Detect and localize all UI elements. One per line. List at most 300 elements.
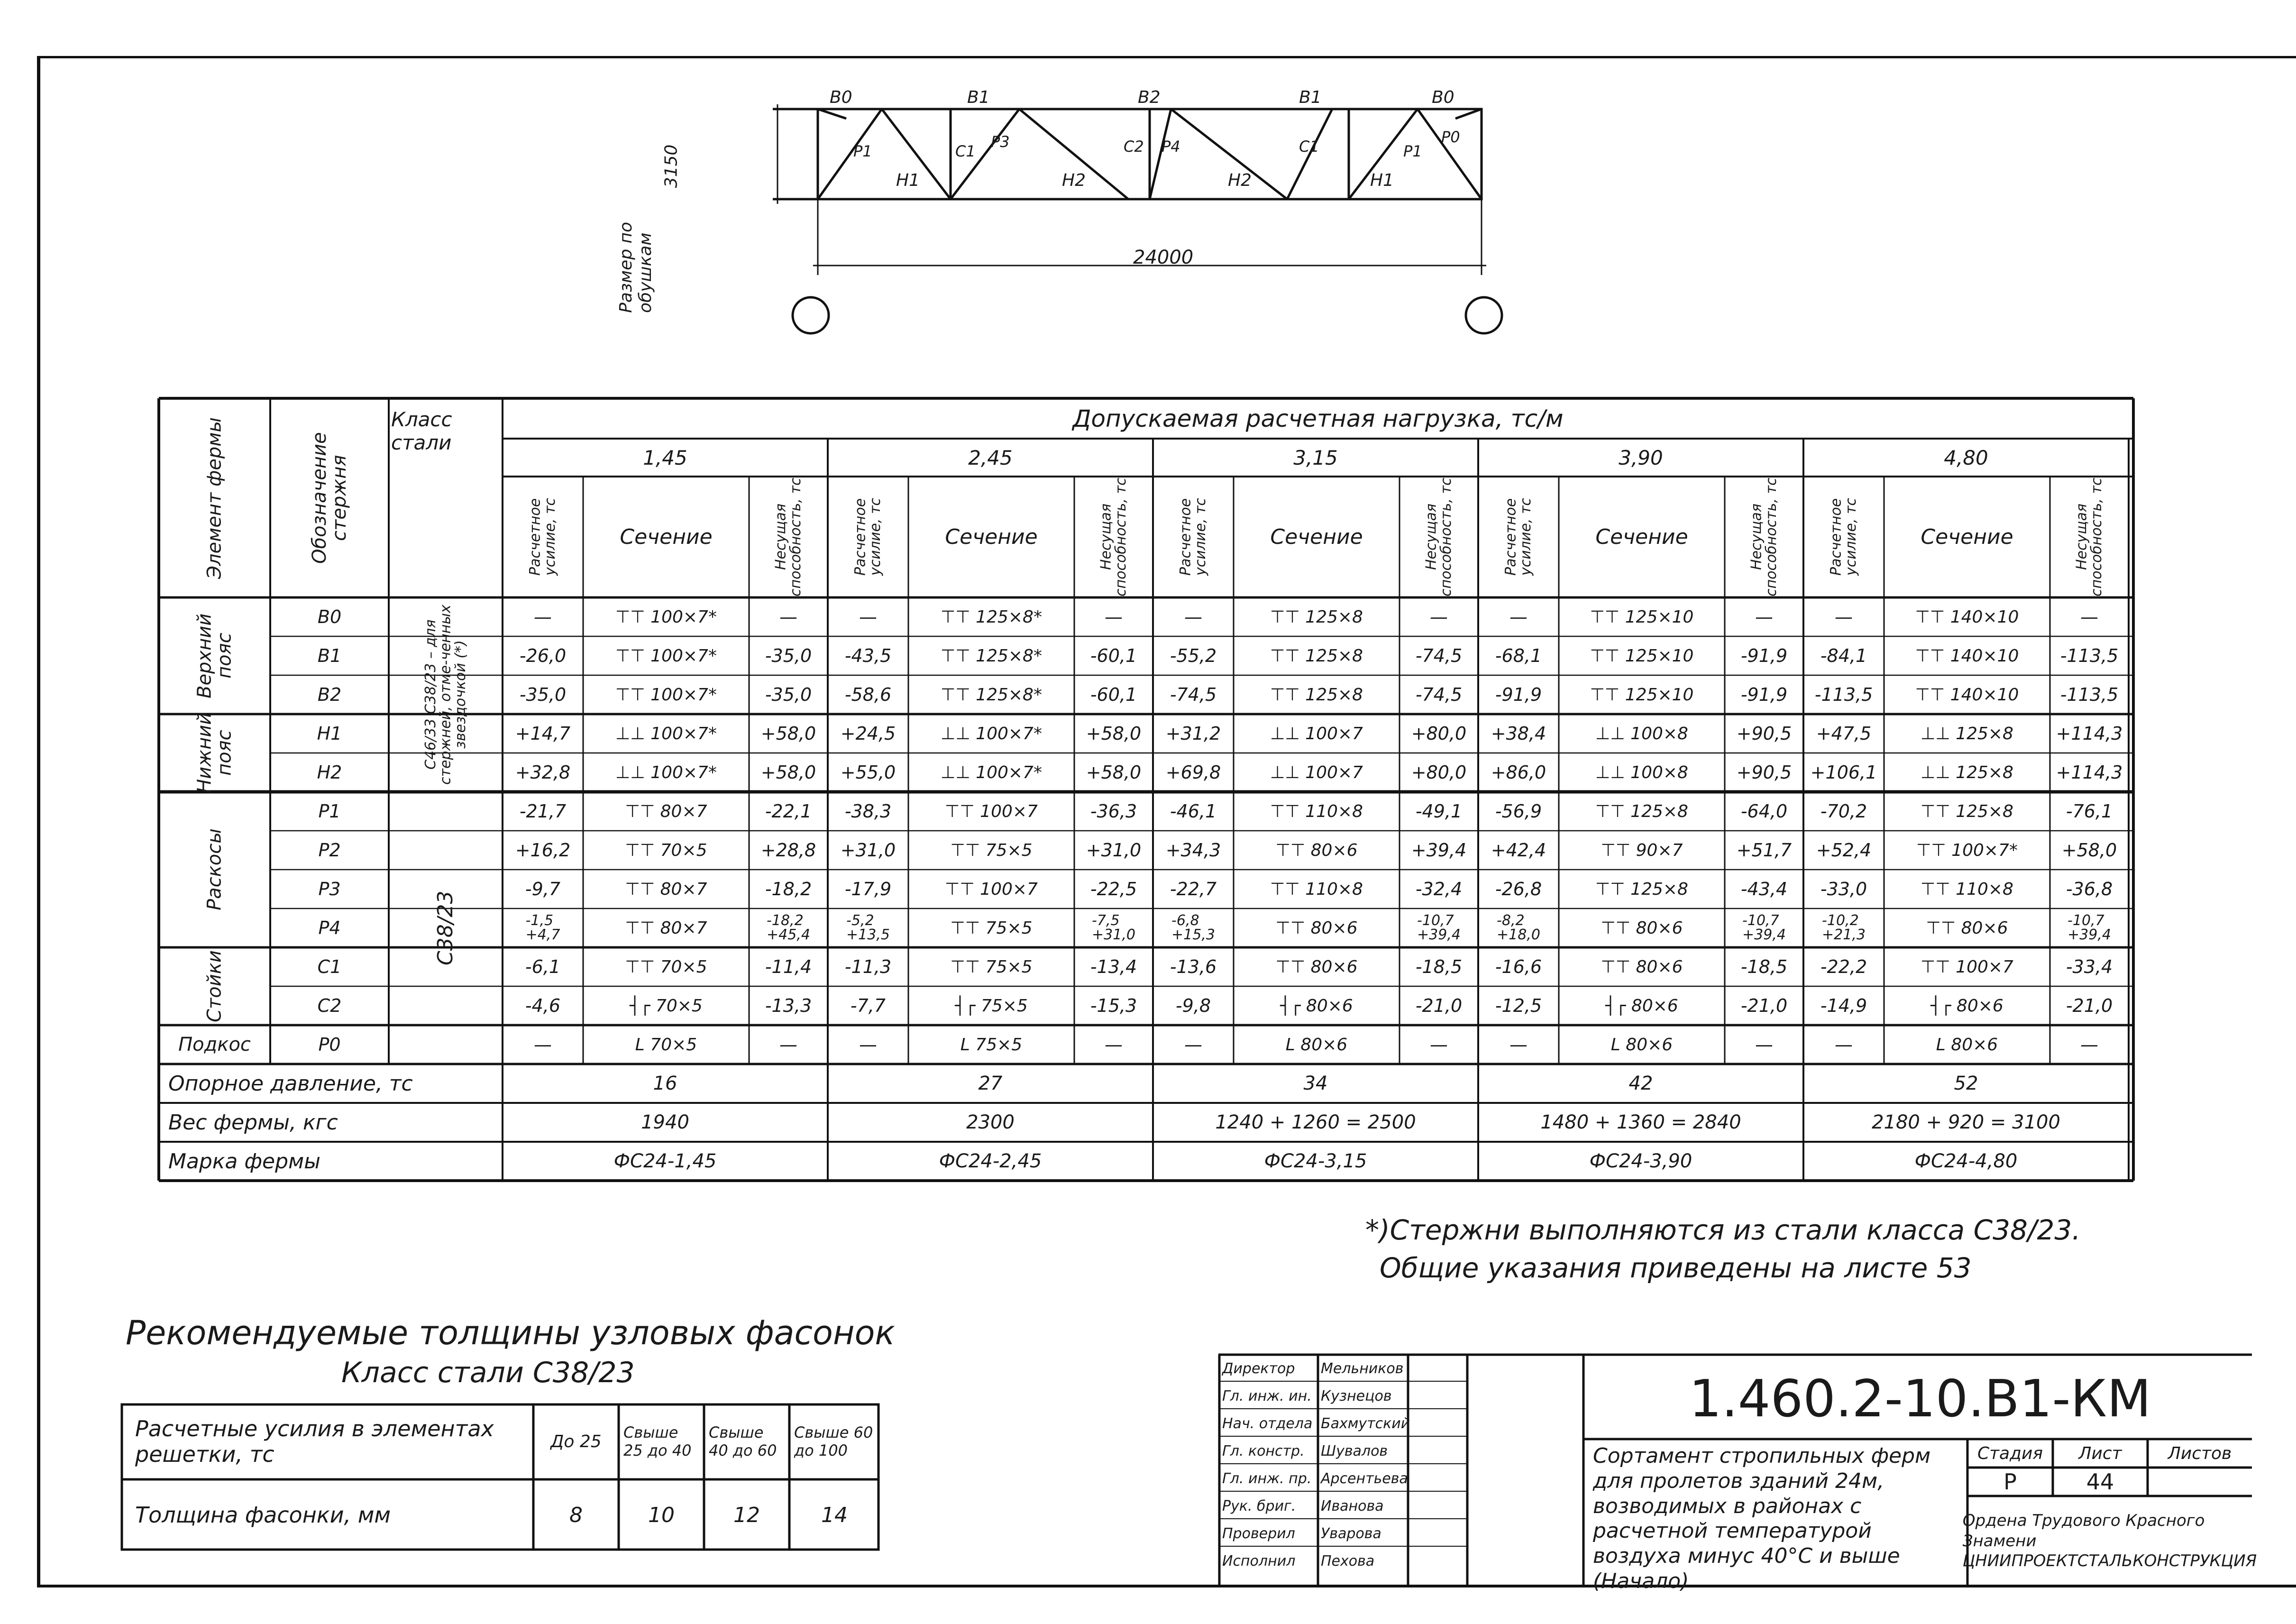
section-profile: ⊥⊥ 100×7* bbox=[941, 762, 1042, 782]
section-profile: ⊤⊤ 75×5 bbox=[950, 918, 1033, 938]
design-force: — bbox=[859, 1034, 877, 1055]
signature-role: Проверил bbox=[1222, 1525, 1295, 1542]
gusset-col: До 25 bbox=[550, 1431, 602, 1451]
header-section: Сечение bbox=[945, 525, 1038, 549]
signature-name: Пехова bbox=[1321, 1552, 1375, 1569]
load-capacity: — bbox=[1105, 1034, 1123, 1055]
section-profile: L 75×5 bbox=[960, 1035, 1023, 1055]
element-group: Нижний пояс bbox=[193, 712, 236, 794]
signature-name: Мельников bbox=[1321, 1360, 1404, 1377]
section-profile: ⊤⊤ 125×8 bbox=[1921, 801, 2013, 821]
note-general: Общие указания приведены на листе 53 bbox=[1380, 1252, 1972, 1284]
section-profile: ┤┌ 80×6 bbox=[1930, 996, 2003, 1016]
section-profile: ⊤⊤ 100×7 bbox=[945, 801, 1038, 821]
load-capacity: -7,5 +31,0 bbox=[1092, 912, 1135, 943]
load-capacity: — bbox=[2080, 1034, 2098, 1055]
row-designation: Н2 bbox=[317, 762, 342, 783]
signature-name: Арсентьева bbox=[1321, 1470, 1408, 1487]
design-force: -13,6 bbox=[1170, 956, 1217, 977]
design-force: -4,6 bbox=[525, 995, 561, 1016]
header-capacity: Несущая способность, тс bbox=[1423, 477, 1454, 596]
section-profile: ⊤⊤ 80×6 bbox=[1601, 957, 1683, 977]
load-capacity: -10,7 +39,4 bbox=[2067, 912, 2111, 943]
footer-value: 1480 + 1360 = 2840 bbox=[1540, 1111, 1741, 1133]
truss-diag-label: Р0 bbox=[1441, 128, 1460, 146]
footer-label: Опорное давление, тс bbox=[168, 1071, 413, 1096]
signature-name: Иванова bbox=[1321, 1497, 1384, 1514]
load-capacity: +58,0 bbox=[2061, 840, 2117, 861]
footer-value: 2300 bbox=[966, 1111, 1015, 1133]
load-capacity: — bbox=[779, 1034, 797, 1055]
design-force: -12,5 bbox=[1495, 995, 1542, 1016]
truss-top-label: В1 bbox=[967, 88, 990, 107]
signature-name: Уварова bbox=[1321, 1525, 1381, 1542]
load-capacity: -91,9 bbox=[1740, 645, 1788, 666]
element-group: Подкос bbox=[178, 1034, 251, 1055]
load-capacity: -36,3 bbox=[1090, 801, 1137, 822]
section-profile: L 70×5 bbox=[635, 1035, 697, 1055]
design-force: — bbox=[534, 1034, 552, 1055]
load-capacity: -18,2 bbox=[765, 879, 812, 899]
section-profile: ⊤⊤ 110×8 bbox=[1921, 879, 2013, 899]
load-capacity: — bbox=[1755, 606, 1773, 627]
truss-diag-label: Р1 bbox=[1403, 142, 1422, 160]
row-designation: В2 bbox=[317, 684, 342, 705]
load-capacity: -18,5 bbox=[1415, 956, 1463, 977]
design-force: — bbox=[1184, 606, 1202, 627]
truss-top-label: В2 bbox=[1138, 88, 1161, 107]
load-capacity: -36,8 bbox=[2066, 879, 2113, 899]
design-force: — bbox=[1835, 1034, 1853, 1055]
load-capacity: +80,0 bbox=[1411, 723, 1467, 744]
load-capacity: -21,0 bbox=[1740, 995, 1788, 1016]
gusset-row1-label: Расчетные усилия в элементах решетки, тс bbox=[135, 1416, 494, 1467]
footer-value: 42 bbox=[1628, 1073, 1653, 1094]
load-capacity: -60,1 bbox=[1090, 645, 1137, 666]
footer-value: ФС24-1,45 bbox=[613, 1150, 717, 1172]
header-force: Расчетное усилие, тс bbox=[1828, 498, 1859, 576]
section-profile: ⊤⊤ 110×8 bbox=[1270, 801, 1363, 821]
load-value: 3,90 bbox=[1619, 446, 1663, 469]
truss-diagram bbox=[631, 76, 1531, 341]
signature-role: Гл. инж. пр. bbox=[1222, 1470, 1312, 1487]
section-profile: ⊤⊤ 110×8 bbox=[1270, 879, 1363, 899]
section-profile: ⊥⊥ 100×8 bbox=[1595, 762, 1688, 782]
section-profile: ⊥⊥ 100×7* bbox=[615, 724, 717, 743]
row-designation: Р2 bbox=[318, 840, 341, 861]
load-capacity: -74,5 bbox=[1415, 684, 1463, 705]
section-profile: ⊥⊥ 100×8 bbox=[1595, 724, 1688, 743]
header-capacity: Несущая способность, тс bbox=[1748, 477, 1780, 596]
rafter-table bbox=[159, 398, 2133, 1190]
organization: Ордена Трудового Красного Знамени ЦНИИПРОЕКТСТАЛЬКОНСТРУКЦИЯ bbox=[1962, 1511, 2257, 1571]
load-capacity: — bbox=[2080, 606, 2098, 627]
load-capacity: +39,4 bbox=[1411, 840, 1467, 861]
row-designation: С2 bbox=[317, 995, 342, 1016]
design-force: -7,7 bbox=[850, 995, 886, 1016]
design-force: -35,0 bbox=[519, 684, 567, 705]
section-profile: ⊤⊤ 100×7* bbox=[615, 607, 717, 627]
footer-value: 52 bbox=[1954, 1073, 1978, 1094]
section-profile: ⊤⊤ 140×10 bbox=[1915, 685, 2019, 705]
truss-span-dim: 24000 bbox=[1133, 247, 1194, 268]
title-block bbox=[1218, 1354, 2257, 1593]
load-capacity: -113,5 bbox=[2060, 684, 2119, 705]
section-profile: ⊥⊥ 100×7* bbox=[615, 762, 717, 782]
design-force: -46,1 bbox=[1170, 801, 1217, 822]
section-profile: ⊤⊤ 90×7 bbox=[1601, 840, 1683, 860]
design-force: +31,0 bbox=[840, 840, 896, 861]
design-force: -22,2 bbox=[1820, 956, 1867, 977]
row-designation: С1 bbox=[317, 956, 342, 977]
load-capacity: -13,4 bbox=[1090, 956, 1137, 977]
gusset-title: Рекомендуемые толщины узловых фасонок bbox=[126, 1313, 895, 1352]
footer-value: 34 bbox=[1303, 1073, 1328, 1094]
truss-bottom-label: Н2 bbox=[1228, 171, 1252, 190]
load-capacity: -76,1 bbox=[2066, 801, 2113, 822]
signature-role: Нач. отдела bbox=[1222, 1415, 1313, 1432]
class-lower: С38/23 bbox=[433, 890, 457, 965]
section-profile: ⊤⊤ 125×8 bbox=[1595, 879, 1688, 899]
design-force: -16,6 bbox=[1495, 956, 1542, 977]
truss-diag-label: С1 bbox=[955, 142, 976, 160]
load-capacity: +114,3 bbox=[2056, 762, 2123, 783]
design-force: — bbox=[534, 606, 552, 627]
load-capacity: -18,5 bbox=[1740, 956, 1788, 977]
stage-value: Р bbox=[2003, 1469, 2017, 1495]
design-force: -38,3 bbox=[844, 801, 892, 822]
row-designation: Н1 bbox=[317, 723, 342, 744]
design-force: — bbox=[1509, 1034, 1528, 1055]
signature-role: Исполнил bbox=[1222, 1552, 1296, 1569]
design-force: +69,8 bbox=[1165, 762, 1221, 783]
design-force: — bbox=[859, 606, 877, 627]
load-capacity: +90,5 bbox=[1736, 762, 1792, 783]
section-profile: ⊤⊤ 80×6 bbox=[1275, 840, 1358, 860]
row-designation: Р3 bbox=[318, 879, 341, 899]
load-capacity: +58,0 bbox=[1086, 762, 1142, 783]
footer-label: Вес фермы, кгс bbox=[168, 1110, 338, 1135]
section-profile: ⊤⊤ 125×8 bbox=[1270, 646, 1363, 666]
section-profile: ⊤⊤ 70×5 bbox=[625, 957, 707, 977]
section-profile: ⊤⊤ 100×7 bbox=[945, 879, 1038, 899]
design-force: -5,2 +13,5 bbox=[846, 912, 890, 943]
section-profile: ⊤⊤ 125×10 bbox=[1590, 685, 1694, 705]
load-capacity: -18,2 +45,4 bbox=[767, 912, 810, 943]
truss-top-label: В1 bbox=[1299, 88, 1322, 107]
load-capacity: -21,0 bbox=[2066, 995, 2113, 1016]
footer-value: ФС24-3,15 bbox=[1264, 1150, 1367, 1172]
section-profile: ┤┌ 80×6 bbox=[1605, 996, 1678, 1016]
design-force: +42,4 bbox=[1491, 840, 1546, 861]
footer-label: Марка фермы bbox=[168, 1149, 320, 1174]
gusset-table bbox=[121, 1404, 879, 1551]
design-force: +55,0 bbox=[840, 762, 896, 783]
section-profile: L 80×6 bbox=[1285, 1035, 1348, 1055]
load-capacity: -33,4 bbox=[2066, 956, 2113, 977]
gusset-col: Свыше 25 до 40 bbox=[623, 1423, 692, 1459]
section-profile: ⊤⊤ 75×5 bbox=[950, 957, 1033, 977]
truss-top-label: В0 bbox=[1432, 88, 1454, 107]
design-force: -26,8 bbox=[1495, 879, 1542, 899]
design-force: -8,2 +18,0 bbox=[1497, 912, 1540, 943]
section-profile: ⊤⊤ 80×7 bbox=[625, 801, 707, 821]
gusset-row2-label: Толщина фасонки, мм bbox=[135, 1502, 391, 1528]
section-profile: ⊤⊤ 80×7 bbox=[625, 918, 707, 938]
load-capacity: — bbox=[1755, 1034, 1773, 1055]
header-capacity: Несущая способность, тс bbox=[772, 477, 804, 596]
design-force: — bbox=[1835, 606, 1853, 627]
footer-value: 27 bbox=[978, 1073, 1003, 1094]
section-profile: ⊤⊤ 100×7 bbox=[1921, 957, 2013, 977]
header-load: Допускаемая расчетная нагрузка, тс/м bbox=[1072, 404, 1564, 432]
section-profile: ⊤⊤ 140×10 bbox=[1915, 607, 2019, 627]
design-force: -10,2 +21,3 bbox=[1822, 912, 1866, 943]
note-star: *)Стержни выполняются из стали класса С38/23. bbox=[1365, 1214, 2081, 1246]
load-capacity: -21,0 bbox=[1415, 995, 1463, 1016]
load-capacity: -11,4 bbox=[765, 956, 812, 977]
load-value: 4,80 bbox=[1944, 446, 1988, 469]
section-profile: ⊥⊥ 100×7* bbox=[941, 724, 1042, 743]
load-capacity: -10,7 +39,4 bbox=[1742, 912, 1786, 943]
design-force: -17,9 bbox=[844, 879, 892, 899]
design-force: -68,1 bbox=[1495, 645, 1542, 666]
gusset-col: Свыше 60 до 100 bbox=[794, 1423, 873, 1459]
header-force: Расчетное усилие, тс bbox=[1502, 498, 1534, 576]
header-designation: Обозначение стержня bbox=[309, 432, 350, 564]
header-element: Элемент фермы bbox=[203, 417, 226, 579]
load-capacity: +80,0 bbox=[1411, 762, 1467, 783]
signature-role: Директор bbox=[1222, 1360, 1295, 1377]
element-group: Верхний пояс bbox=[193, 613, 236, 698]
signature-name: Бахмутский bbox=[1321, 1415, 1410, 1432]
footer-value: 1240 + 1260 = 2500 bbox=[1215, 1111, 1416, 1133]
load-capacity: — bbox=[779, 606, 797, 627]
load-value: 1,45 bbox=[643, 446, 687, 469]
load-capacity: -91,9 bbox=[1740, 684, 1788, 705]
header-force: Расчетное усилие, тс bbox=[1177, 498, 1209, 576]
section-profile: ⊤⊤ 100×7* bbox=[1916, 840, 2018, 860]
class-upper: С46/33 С38/23 – для стержней, отме-ченных звездочкой (*) bbox=[422, 605, 469, 785]
section-profile: ⊤⊤ 80×6 bbox=[1601, 918, 1683, 938]
signature-role: Рук. бриг. bbox=[1222, 1497, 1296, 1514]
header-capacity: Несущая способность, тс bbox=[2073, 477, 2105, 596]
load-capacity: -43,4 bbox=[1740, 879, 1788, 899]
gusset-subtitle: Класс стали С38/23 bbox=[341, 1356, 635, 1389]
footer-value: 2180 + 920 = 3100 bbox=[1872, 1111, 2060, 1133]
section-profile: ⊥⊥ 100×7 bbox=[1270, 762, 1363, 782]
signature-name: Кузнецов bbox=[1321, 1387, 1392, 1404]
design-force: -58,6 bbox=[844, 684, 892, 705]
section-profile: ⊤⊤ 125×8* bbox=[941, 646, 1042, 666]
section-profile: ⊤⊤ 125×8* bbox=[941, 685, 1042, 705]
design-force: -6,1 bbox=[525, 956, 561, 977]
section-profile: ⊤⊤ 80×6 bbox=[1275, 918, 1358, 938]
design-force: -26,0 bbox=[519, 645, 567, 666]
truss-diag-label: Р1 bbox=[853, 142, 872, 160]
design-force: -74,5 bbox=[1170, 684, 1217, 705]
header-section: Сечение bbox=[620, 525, 713, 549]
design-force: -33,0 bbox=[1820, 879, 1867, 899]
section-profile: ⊥⊥ 100×7 bbox=[1270, 724, 1363, 743]
design-force: +106,1 bbox=[1810, 762, 1877, 783]
gusset-value: 12 bbox=[733, 1503, 760, 1527]
design-force: -6,8 +15,3 bbox=[1171, 912, 1215, 943]
design-force: -43,5 bbox=[844, 645, 892, 666]
design-force: -22,7 bbox=[1170, 879, 1217, 899]
truss-diag-label: С2 bbox=[1124, 138, 1144, 156]
truss-bottom-label: Н2 bbox=[1062, 171, 1086, 190]
truss-top-label: В0 bbox=[830, 88, 852, 107]
row-designation: Р4 bbox=[318, 918, 341, 938]
gusset-value: 10 bbox=[648, 1503, 675, 1527]
row-designation: В0 bbox=[317, 606, 342, 627]
load-capacity: — bbox=[1430, 606, 1448, 627]
drawing-code: 1.460.2-10.В1-КМ bbox=[1689, 1369, 2151, 1429]
sheet-value: 44 bbox=[2086, 1469, 2114, 1495]
design-force: +32,8 bbox=[515, 762, 571, 783]
truss-diag-label: С1 bbox=[1299, 138, 1319, 156]
section-profile: ┤┌ 70×5 bbox=[630, 996, 703, 1016]
design-force: +16,2 bbox=[515, 840, 571, 861]
section-profile: ⊤⊤ 100×7* bbox=[615, 646, 717, 666]
design-force: -91,9 bbox=[1495, 684, 1542, 705]
design-force: -1,5 +4,7 bbox=[525, 912, 560, 943]
section-profile: ┤┌ 80×6 bbox=[1280, 996, 1353, 1016]
row-designation: Р0 bbox=[318, 1034, 341, 1055]
footer-value: ФС24-2,45 bbox=[939, 1150, 1042, 1172]
header-capacity: Несущая способность, тс bbox=[1098, 477, 1129, 596]
section-profile: ⊤⊤ 125×10 bbox=[1590, 646, 1694, 666]
load-capacity: +90,5 bbox=[1736, 723, 1792, 744]
load-capacity: -32,4 bbox=[1415, 879, 1463, 899]
design-force: +24,5 bbox=[840, 723, 896, 744]
load-capacity: -64,0 bbox=[1740, 801, 1788, 822]
design-force: +31,2 bbox=[1165, 723, 1221, 744]
stage-label: Стадия bbox=[1977, 1443, 2043, 1463]
load-capacity: -35,0 bbox=[765, 645, 812, 666]
signature-role: Гл. констр. bbox=[1222, 1442, 1305, 1459]
section-profile: ⊤⊤ 125×10 bbox=[1590, 607, 1694, 627]
load-capacity: +28,8 bbox=[760, 840, 816, 861]
signature-role: Гл. инж. ин. bbox=[1222, 1387, 1312, 1404]
row-designation: Р1 bbox=[318, 801, 341, 822]
design-force: +86,0 bbox=[1491, 762, 1546, 783]
section-profile: ⊥⊥ 125×8 bbox=[1921, 762, 2013, 782]
load-capacity: -74,5 bbox=[1415, 645, 1463, 666]
section-profile: ⊤⊤ 100×7* bbox=[615, 685, 717, 705]
footer-value: ФС24-3,90 bbox=[1589, 1150, 1692, 1172]
footer-value: ФС24-4,80 bbox=[1914, 1150, 2018, 1172]
section-profile: ⊤⊤ 80×6 bbox=[1926, 918, 2008, 938]
section-profile: ⊤⊤ 125×8 bbox=[1270, 685, 1363, 705]
design-force: -9,8 bbox=[1175, 995, 1211, 1016]
load-capacity: -22,1 bbox=[765, 801, 812, 822]
section-profile: ⊤⊤ 125×8 bbox=[1270, 607, 1363, 627]
footer-value: 1940 bbox=[641, 1111, 689, 1133]
truss-diag-label: Р4 bbox=[1162, 138, 1180, 156]
sheet-label: Лист bbox=[2078, 1443, 2122, 1463]
gusset-value: 8 bbox=[569, 1503, 583, 1527]
sheets-label: Листов bbox=[2168, 1443, 2232, 1463]
gusset-value: 14 bbox=[821, 1503, 848, 1527]
load-capacity: -22,5 bbox=[1090, 879, 1137, 899]
load-capacity: — bbox=[1430, 1034, 1448, 1055]
element-group: Раскосы bbox=[203, 828, 226, 911]
design-force: -21,7 bbox=[519, 801, 567, 822]
design-force: +52,4 bbox=[1816, 840, 1872, 861]
load-capacity: -13,3 bbox=[765, 995, 812, 1016]
load-capacity: +114,3 bbox=[2056, 723, 2123, 744]
design-force: +38,4 bbox=[1491, 723, 1546, 744]
design-force: -70,2 bbox=[1820, 801, 1867, 822]
section-profile: ⊤⊤ 125×8* bbox=[941, 607, 1042, 627]
load-capacity: -15,3 bbox=[1090, 995, 1137, 1016]
design-force: -113,5 bbox=[1814, 684, 1873, 705]
header-force: Расчетное усилие, тс bbox=[852, 498, 884, 576]
section-profile: ⊤⊤ 75×5 bbox=[950, 840, 1033, 860]
section-profile: ⊤⊤ 80×7 bbox=[625, 879, 707, 899]
truss-bottom-label: Н1 bbox=[1370, 171, 1394, 190]
footer-value: 16 bbox=[653, 1073, 677, 1094]
signature-name: Шувалов bbox=[1321, 1442, 1388, 1459]
load-capacity: -10,7 +39,4 bbox=[1417, 912, 1461, 943]
design-force: +34,3 bbox=[1165, 840, 1221, 861]
load-capacity: +58,0 bbox=[1086, 723, 1142, 744]
section-profile: L 80×6 bbox=[1610, 1035, 1673, 1055]
design-force: -56,9 bbox=[1495, 801, 1542, 822]
truss-diag-label: Р3 bbox=[991, 133, 1010, 151]
design-force: — bbox=[1184, 1034, 1202, 1055]
load-capacity: -35,0 bbox=[765, 684, 812, 705]
load-capacity: +51,7 bbox=[1736, 840, 1792, 861]
section-profile: ⊤⊤ 125×8 bbox=[1595, 801, 1688, 821]
design-force: -55,2 bbox=[1170, 645, 1217, 666]
gusset-col: Свыше 40 до 60 bbox=[709, 1423, 777, 1459]
header-section: Сечение bbox=[1921, 525, 2013, 549]
section-profile: ⊥⊥ 125×8 bbox=[1921, 724, 2013, 743]
section-profile: ┤┌ 75×5 bbox=[955, 996, 1028, 1016]
section-profile: L 80×6 bbox=[1936, 1035, 1998, 1055]
row-designation: В1 bbox=[317, 645, 342, 666]
load-capacity: — bbox=[1105, 606, 1123, 627]
load-capacity: +58,0 bbox=[760, 723, 816, 744]
truss-bottom-label: Н1 bbox=[896, 171, 920, 190]
load-capacity: +31,0 bbox=[1086, 840, 1142, 861]
header-section: Сечение bbox=[1270, 525, 1363, 549]
header-force: Расчетное усилие, тс bbox=[527, 498, 558, 576]
drawing-description: Сортамент стропильных ферм для пролетов зданий 24м, возводимых в районах с расчетной температурой воздуха минус 40°С и выше (Начало) bbox=[1593, 1444, 1931, 1593]
header-class: Класс стали bbox=[391, 408, 452, 454]
element-group: Стойки bbox=[203, 950, 226, 1022]
design-force: +47,5 bbox=[1816, 723, 1872, 744]
design-force: -11,3 bbox=[844, 956, 892, 977]
load-capacity: -60,1 bbox=[1090, 684, 1137, 705]
load-value: 2,45 bbox=[968, 446, 1013, 469]
truss-side-note: Размер по обушкам bbox=[616, 221, 655, 313]
load-capacity: -113,5 bbox=[2060, 645, 2119, 666]
design-force: +14,7 bbox=[515, 723, 571, 744]
design-force: -84,1 bbox=[1820, 645, 1867, 666]
section-profile: ⊤⊤ 70×5 bbox=[625, 840, 707, 860]
truss-height-dim: 3150 bbox=[661, 144, 681, 188]
header-section: Сечение bbox=[1595, 525, 1688, 549]
load-capacity: -49,1 bbox=[1415, 801, 1463, 822]
section-profile: ⊤⊤ 80×6 bbox=[1275, 957, 1358, 977]
design-force: -14,9 bbox=[1820, 995, 1867, 1016]
design-force: — bbox=[1509, 606, 1528, 627]
load-capacity: +58,0 bbox=[760, 762, 816, 783]
